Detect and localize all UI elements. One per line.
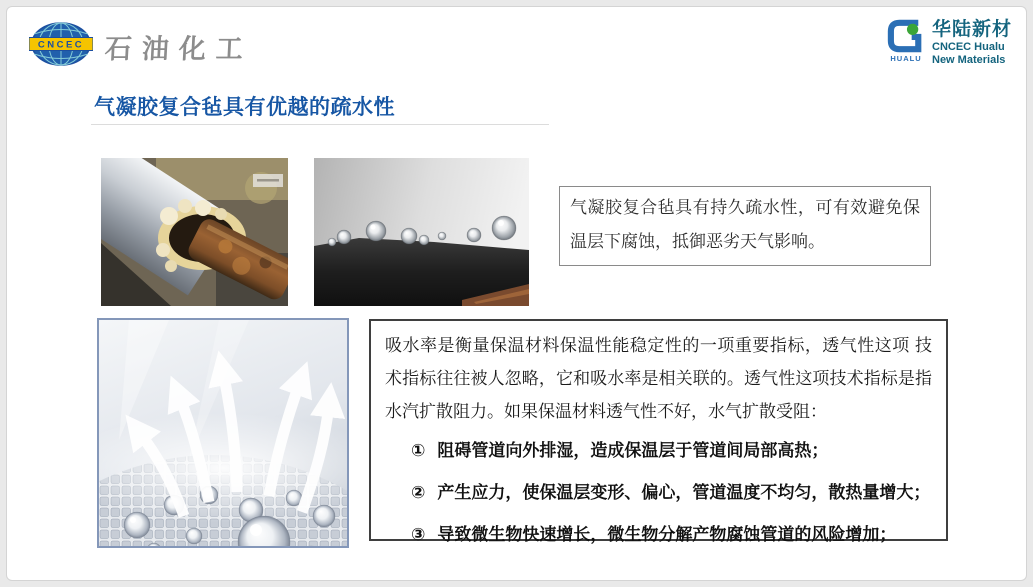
- hualu-logo-mark-icon: [887, 19, 925, 53]
- vapor-permeability-illustration: [97, 318, 349, 548]
- brand-text: 石油化工: [104, 34, 254, 64]
- page-title: 气凝胶复合毡具有优越的疏水性: [94, 96, 395, 119]
- callout-box: [559, 186, 931, 266]
- water-droplets-on-felt-photo: [314, 158, 529, 306]
- item-number: ①: [411, 441, 426, 460]
- item-text: 产生应力，使保温层变形、偏心，管道温度不均匀，散热量增大；: [437, 483, 931, 502]
- list-item: [411, 522, 932, 548]
- callout-text: 气凝胶复合毡具有持久疏水性，可有效避免保温层下腐蚀，抵御恶劣天气影响。: [570, 198, 920, 251]
- list-item: [411, 480, 932, 506]
- item-number: ②: [411, 483, 426, 502]
- hualu-name: 华陆新材: [932, 19, 1013, 40]
- list-item: [411, 438, 932, 464]
- hualu-mark-label: HUALU: [890, 54, 922, 63]
- item-text: 导致微生物快速增长，微生物分解产物腐蚀管道的风险增加；: [437, 525, 897, 544]
- body-list: [385, 438, 932, 548]
- hualu-sub-line2: New Materials: [932, 54, 1006, 66]
- corroded-pipe-photo: [101, 158, 288, 306]
- cncec-logo-text: CNCEC: [37, 39, 85, 51]
- item-number: ③: [411, 525, 426, 544]
- hualu-sub-line1: CNCEC Hualu: [932, 41, 1005, 53]
- title-underline: [91, 124, 549, 125]
- cncec-globe-logo-icon: [29, 21, 93, 67]
- body-paragraph: 吸水率是衡量保温材料保温性能稳定性的一项重要指标，透气性这项 技术指标往往被人忽略，它和吸水率是相关联的。透气性这项技术指标是指水汽扩散阻力。如果保温材料透气性不好，水气扩散受阻：: [385, 336, 932, 421]
- body-text-box: [369, 319, 948, 544]
- hualu-logo-mark-wrap: [887, 19, 925, 63]
- item-text: 阻碍管道向外排湿，造成保温层于管道间局部高热；: [437, 441, 829, 460]
- slide: [6, 6, 1027, 581]
- hualu-logo-text: [932, 19, 1012, 67]
- hualu-logo: [887, 19, 1012, 67]
